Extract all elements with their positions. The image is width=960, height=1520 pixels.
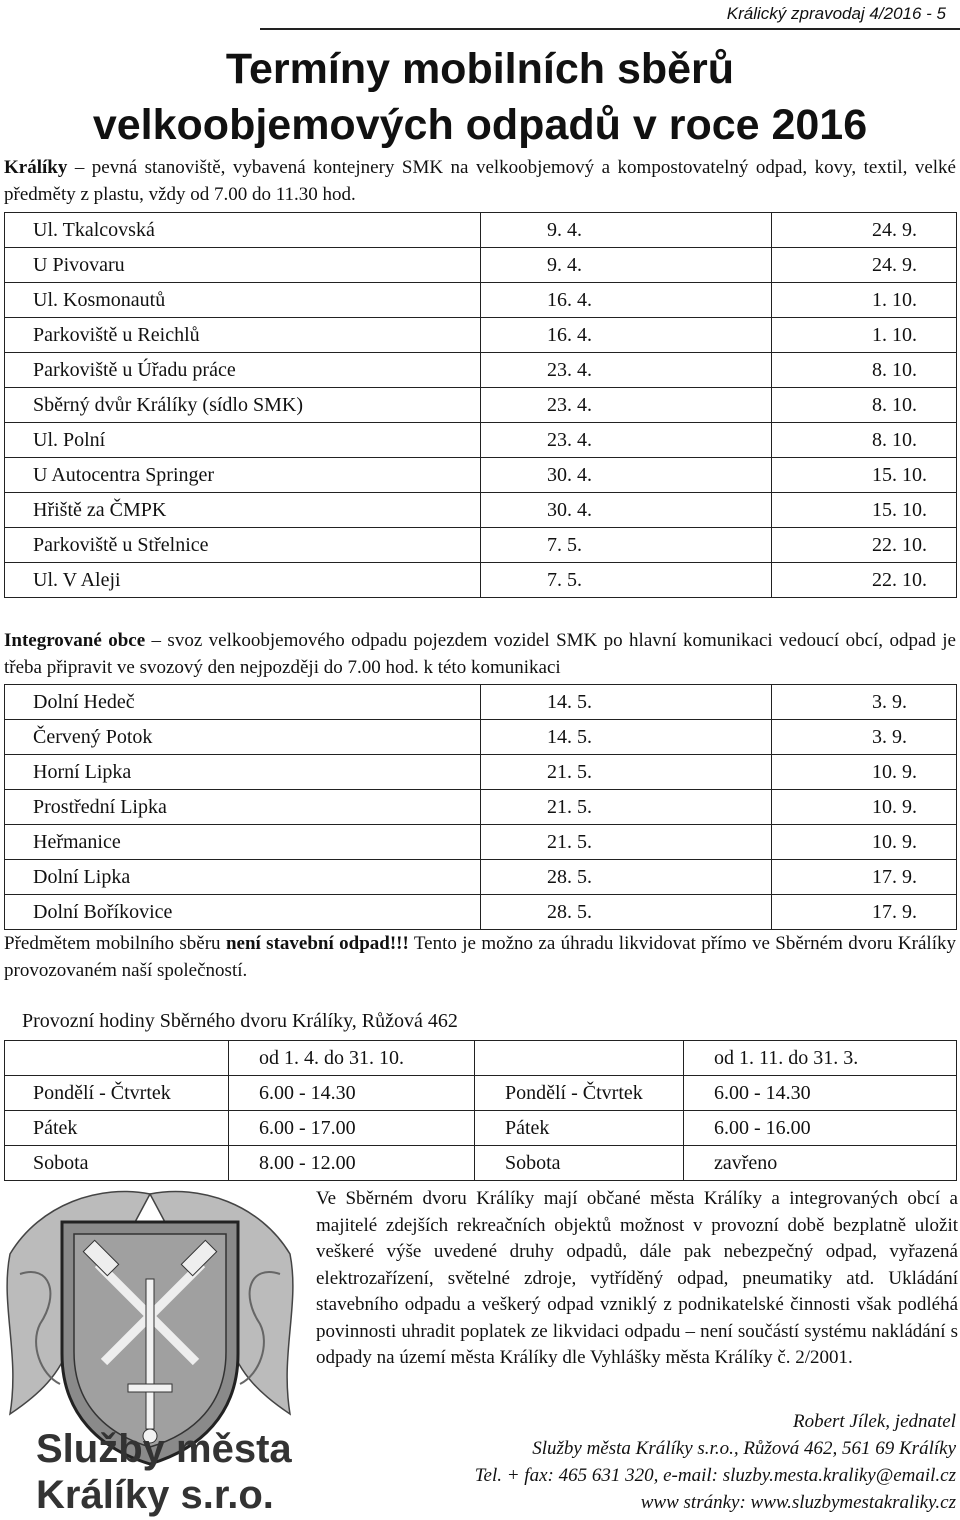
integrated-first-date: 28. 5.: [481, 860, 772, 895]
kraliky-first-date: 30. 4.: [481, 458, 772, 493]
integrated-row: [5, 895, 957, 930]
page-header: [0, 0, 960, 30]
integrated-schedule-table: [4, 684, 957, 930]
hours-period2: od 1. 11. do 31. 3.: [684, 1041, 957, 1076]
hours-time-summer: 6.00 - 14.30: [229, 1076, 475, 1111]
integrated-first-date: 21. 5.: [481, 755, 772, 790]
integrated-second-date: 17. 9.: [772, 895, 957, 930]
kraliky-row: [5, 493, 957, 528]
kraliky-row: [5, 318, 957, 353]
hours-days-summer: Pondělí - Čtvrtek: [5, 1076, 229, 1111]
hours-time-winter: 6.00 - 16.00: [684, 1111, 957, 1146]
kraliky-second-date: 22. 10.: [772, 528, 957, 563]
notice-bold: není stavební odpad!!!: [225, 933, 409, 954]
hours-empty-cell: [5, 1041, 229, 1076]
integrated-location: Heřmanice: [5, 825, 481, 860]
hours-time-winter: zavřeno: [684, 1146, 957, 1181]
hours-days-winter: Pondělí - Čtvrtek: [475, 1076, 684, 1111]
kraliky-first-date: 9. 4.: [481, 213, 772, 248]
kraliky-second-date: 24. 9.: [772, 213, 957, 248]
publication-label: Králický zpravodaj 4/2016 - 5: [726, 4, 946, 23]
kraliky-first-date: 7. 5.: [481, 528, 772, 563]
hours-row: [5, 1146, 957, 1181]
hours-empty-cell: [475, 1041, 684, 1076]
kraliky-row: [5, 213, 957, 248]
integrated-row: [5, 790, 957, 825]
integrated-second-date: 3. 9.: [772, 685, 957, 720]
integrated-row: [5, 755, 957, 790]
kraliky-row: [5, 458, 957, 493]
integrated-first-date: 14. 5.: [481, 720, 772, 755]
hours-days-winter: Sobota: [475, 1146, 684, 1181]
kraliky-row: [5, 423, 957, 458]
kraliky-row: [5, 353, 957, 388]
integrated-intro-text: – svoz velkoobjemového odpadu pojezdem vozidel SMK po hlavní komunikaci vedoucí obcí, odpad je třeba připravit ve svozový den nejpozději do 7.00 hod. k této komunikaci: [4, 630, 956, 678]
integrated-second-date: 10. 9.: [772, 825, 957, 860]
integrated-location: Dolní Hedeč: [5, 685, 481, 720]
integrated-first-date: 21. 5.: [481, 825, 772, 860]
kraliky-first-date: 16. 4.: [481, 283, 772, 318]
integrated-row: [5, 720, 957, 755]
hours-period-row: [5, 1041, 957, 1076]
page-title-line1: Termíny mobilních sběrů: [225, 45, 735, 93]
kraliky-second-date: 1. 10.: [772, 283, 957, 318]
hours-time-winter: 6.00 - 14.30: [684, 1076, 957, 1111]
logo-text-line1: Služby města: [36, 1427, 292, 1471]
integrated-second-date: 3. 9.: [772, 720, 957, 755]
kraliky-second-date: 8. 10.: [772, 353, 957, 388]
integrated-row: [5, 685, 957, 720]
kraliky-first-date: 9. 4.: [481, 248, 772, 283]
kraliky-second-date: 15. 10.: [772, 493, 957, 528]
kraliky-first-date: 23. 4.: [481, 423, 772, 458]
kraliky-location: Hřiště za ČMPK: [5, 493, 481, 528]
kraliky-location: U Autocentra Springer: [5, 458, 481, 493]
integrated-row: [5, 825, 957, 860]
header-rule: [260, 28, 960, 30]
integrated-location: Dolní Boříkovice: [5, 895, 481, 930]
kraliky-first-date: 23. 4.: [481, 353, 772, 388]
kraliky-location: Parkoviště u Střelnice: [5, 528, 481, 563]
kraliky-intro-bold: Králíky: [4, 157, 68, 178]
integrated-intro: [4, 627, 956, 681]
integrated-location: Prostřední Lipka: [5, 790, 481, 825]
kraliky-location: U Pivovaru: [5, 248, 481, 283]
kraliky-second-date: 8. 10.: [772, 388, 957, 423]
integrated-row: [5, 860, 957, 895]
kraliky-schedule-table: [4, 212, 957, 598]
kraliky-row: [5, 563, 957, 598]
notice-part2: Tento je možno za úhradu likvidovat přímo ve Sběrném dvoru Králíky provozovaném naší společností.: [4, 933, 956, 981]
integrated-first-date: 28. 5.: [481, 895, 772, 930]
integrated-first-date: 14. 5.: [481, 685, 772, 720]
notice-text: [4, 930, 956, 984]
kraliky-location: Ul. Tkalcovská: [5, 213, 481, 248]
integrated-location: Červený Potok: [5, 720, 481, 755]
kraliky-row: [5, 528, 957, 563]
kraliky-location: Ul. V Aleji: [5, 563, 481, 598]
signature-web: www stránky: www.sluzbymestakraliky.cz: [640, 1492, 956, 1513]
signature-company: Služby města Králíky s.r.o., Růžová 462, 561 69 Králíky: [532, 1438, 956, 1459]
integrated-second-date: 10. 9.: [772, 755, 957, 790]
signature-name: Robert Jílek, jednatel: [792, 1411, 956, 1432]
collection-yard-info: Ve Sběrném dvoru Králíky mají občané města Králíky a integrovaných obcí a majitelé zdejších rekreačních objektů možnost v provozní době bezplatně uložit veškeré výše uvedené druhy odpadů, dále pak nebezpečný odpad, vyřazená elektrozařízení, světelné zdroje, vytříděný odpad, pneumatiky atd. Ukládání stavebního odpadu a veškerý odpad vzniklý z podnikatelské činnosti však podléhá povinnosti uhradit poplatek ze likvidaci odpadu – není součástí systému nakládání s odpady na území města Králíky dle Vyhlášky města Králíky č. 2/2001.: [316, 1188, 958, 1368]
hours-title: Provozní hodiny Sběrného dvoru Králíky, Růžová 462: [22, 1010, 458, 1032]
kraliky-row: [5, 283, 957, 318]
page-title-line2: velkoobjemových odpadů v roce 2016: [92, 101, 868, 149]
kraliky-intro-text: – pevná stanoviště, vybavená kontejnery SMK na velkoobjemový a kompostovatelný odpad, kovy, textil, velké předměty z plastu, vždy od 7.00 do 11.30 hod.: [4, 157, 956, 205]
integrated-second-date: 17. 9.: [772, 860, 957, 895]
kraliky-intro: [4, 154, 956, 208]
kraliky-first-date: 7. 5.: [481, 563, 772, 598]
kraliky-second-date: 22. 10.: [772, 563, 957, 598]
integrated-second-date: 10. 9.: [772, 790, 957, 825]
integrated-first-date: 21. 5.: [481, 790, 772, 825]
kraliky-second-date: 8. 10.: [772, 423, 957, 458]
kraliky-first-date: 30. 4.: [481, 493, 772, 528]
integrated-location: Dolní Lipka: [5, 860, 481, 895]
kraliky-second-date: 24. 9.: [772, 248, 957, 283]
kraliky-location: Parkoviště u Úřadu práce: [5, 353, 481, 388]
kraliky-location: Parkoviště u Reichlů: [5, 318, 481, 353]
hours-time-summer: 6.00 - 17.00: [229, 1111, 475, 1146]
hours-row: [5, 1111, 957, 1146]
kraliky-first-date: 16. 4.: [481, 318, 772, 353]
logo-text-line2: Králíky s.r.o.: [36, 1473, 274, 1517]
kraliky-row: [5, 248, 957, 283]
signature-contact: Tel. + fax: 465 631 320, e-mail: sluzby.mesta.kraliky@email.cz: [474, 1465, 956, 1486]
hours-days-summer: Pátek: [5, 1111, 229, 1146]
hours-days-summer: Sobota: [5, 1146, 229, 1181]
kraliky-first-date: 23. 4.: [481, 388, 772, 423]
integrated-location: Horní Lipka: [5, 755, 481, 790]
kraliky-second-date: 15. 10.: [772, 458, 957, 493]
integrated-intro-bold: Integrované obce: [4, 630, 146, 651]
kraliky-second-date: 1. 10.: [772, 318, 957, 353]
kraliky-location: Ul. Kosmonautů: [5, 283, 481, 318]
kraliky-row: [5, 388, 957, 423]
kraliky-location: Ul. Polní: [5, 423, 481, 458]
notice-part1: Předmětem mobilního sběru: [4, 933, 226, 954]
hours-row: [5, 1076, 957, 1111]
hours-period1: od 1. 4. do 31. 10.: [229, 1041, 475, 1076]
kraliky-location: Sběrný dvůr Králíky (sídlo SMK): [5, 388, 481, 423]
hours-days-winter: Pátek: [475, 1111, 684, 1146]
opening-hours-table: [4, 1040, 957, 1181]
hours-time-summer: 8.00 - 12.00: [229, 1146, 475, 1181]
